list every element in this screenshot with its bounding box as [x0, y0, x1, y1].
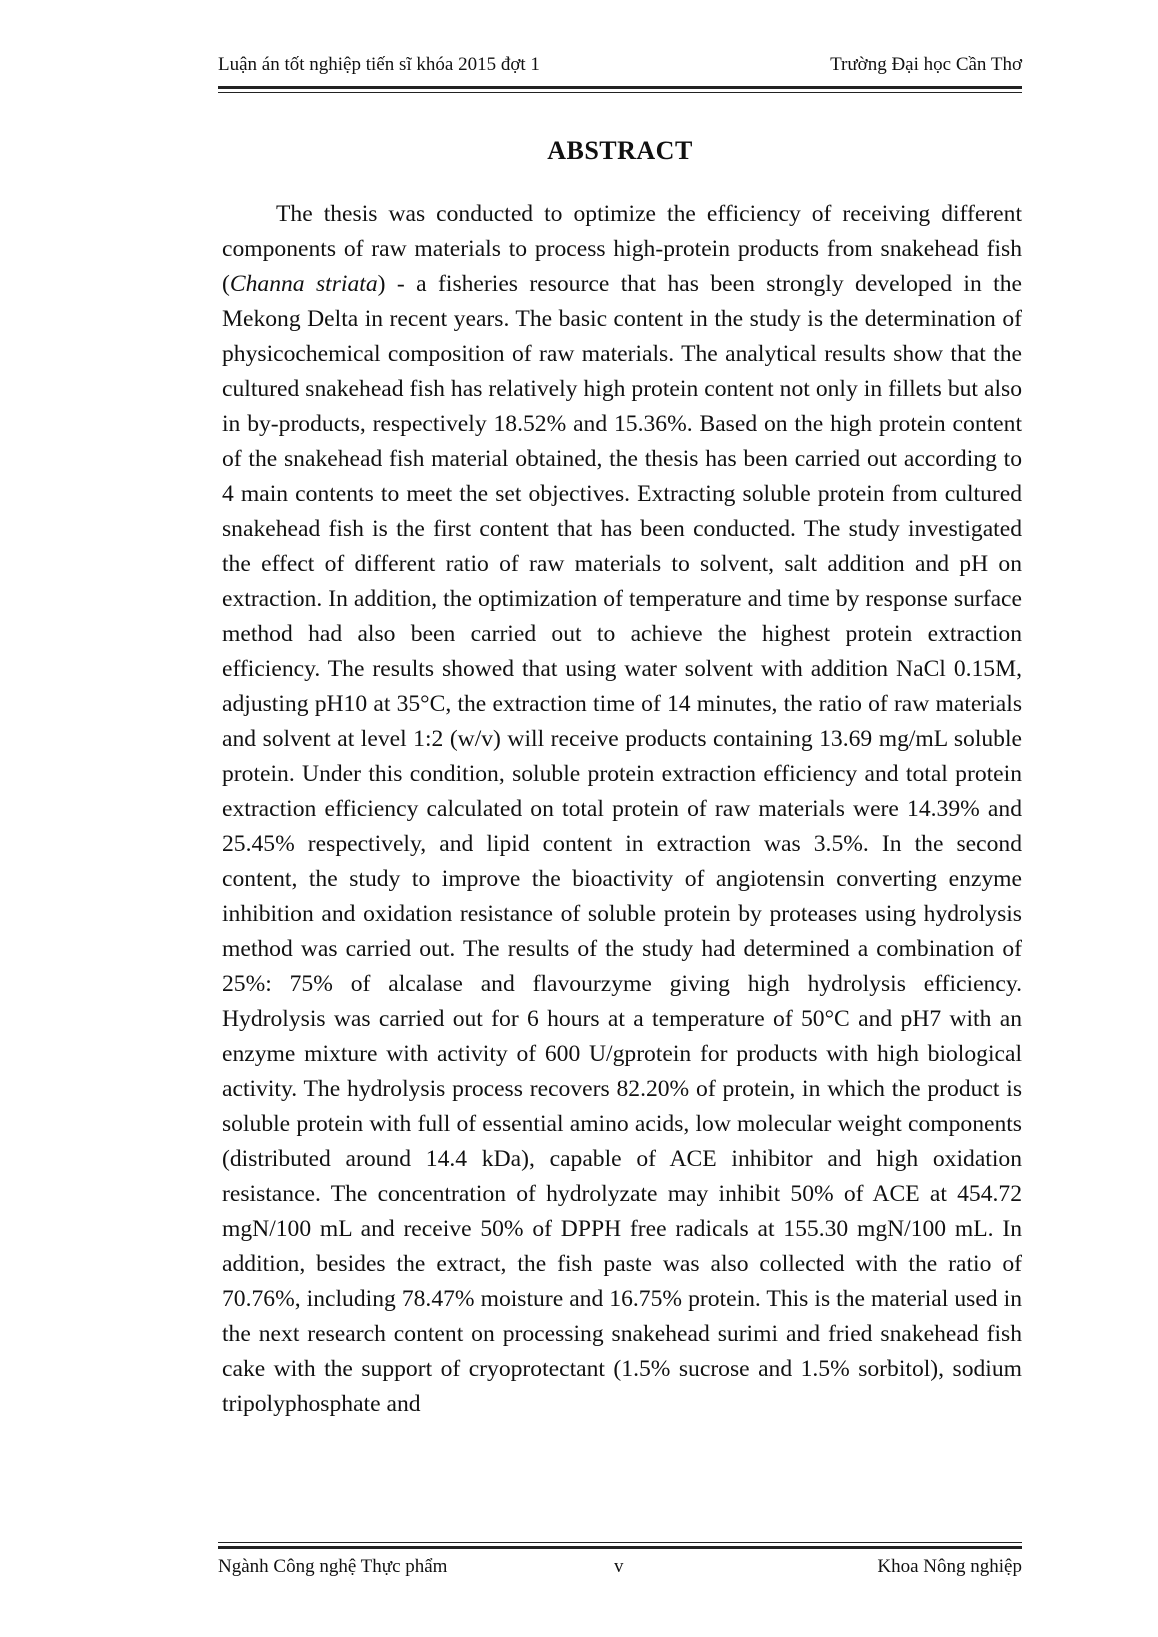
species-name: Channa striata [229, 271, 378, 297]
page-footer [218, 1556, 1022, 1586]
footer-divider [218, 1542, 1022, 1549]
page-number: v [614, 1556, 624, 1577]
page-title: ABSTRACT [547, 136, 693, 165]
header-thesis-label: Luận án tốt nghiệp tiến sĩ khóa 2015 đợt 1 [218, 54, 540, 75]
page-header [218, 54, 1022, 88]
header-university: Trường Đại học Cần Thơ [830, 54, 1022, 75]
abstract-text-part-1: The thesis was conducted to optimize the efficiency of receiving different components of raw materials to process high-protein products from snakehead fish ( [222, 201, 1022, 297]
footer-faculty: Khoa Nông nghiệp [877, 1556, 1022, 1577]
header-divider [218, 86, 1022, 93]
abstract-paragraph [222, 197, 1022, 1422]
footer-department: Ngành Công nghệ Thực phẩm [218, 1556, 448, 1577]
abstract-text-part-2: ) - a fisheries resource that has been strongly developed in the Mekong Delta in recent years. The basic content in the study is the determination of physicochemical composition of raw materials. The analytical results show that the cultured snakehead fish has relatively high protein content not only in fillets but also in by-products, respectively 18.52% and 15.36%. Based on the high protein content of the snakehead fish material obtained, the thesis has been carried out according to 4 main contents to meet the set objectives. Extracting soluble protein from cultured snakehead fish is the first content that has been conducted. The study investigated the effect of different ratio of raw materials to solvent, salt addition and pH on extraction. In addition, the optimization of temperature and time by response surface method had also been carried out to achieve the highest protein extraction efficiency. The results showed that using water solvent with addition NaCl 0.15M, adjusting pH10 at 35°C, the extraction time of 14 minutes, the ratio of raw materials and solvent at level 1:2 (w/v) will receive products containing 13.69 mg/mL soluble protein. Under this condition, soluble protein extraction efficiency and total protein extraction efficiency calculated on total protein of raw materials were 14.39% and 25.45% respectively, and lipid content in extraction was 3.5%. In the second content, the study to improve the bioactivity of angiotensin converting enzyme inhibition and oxidation resistance of soluble protein by proteases using hydrolysis method was carried out. The results of the study had determined a combination of 25%: 75% of alcalase and flavourzyme giving high hydrolysis efficiency. Hydrolysis was carried out for 6 hours at a temperature of 50°C and pH7 with an enzyme mixture with activity of 600 U/gprotein for products with high biological activity. The hydrolysis process recovers 82.20% of protein, in which the product is soluble protein with full of essential amino acids, low molecular weight components (distributed around 14.4 kDa), capable of ACE inhibitor and high oxidation resistance. The concentration of hydrolyzate may inhibit 50% of ACE at 454.72 mgN/100 mL and receive 50% of DPPH free radicals at 155.30 mgN/100 mL. In addition, besides the extract, the fish paste was also collected with the ratio of 70.76%, including 78.47% moisture and 16.75% protein. This is the material used in the next research content on processing snakehead surimi and fried snakehead fish cake with the support of cryoprotectant (1.5% sucrose and 1.5% sorbitol), sodium tripolyphosphate and [222, 271, 1022, 1417]
